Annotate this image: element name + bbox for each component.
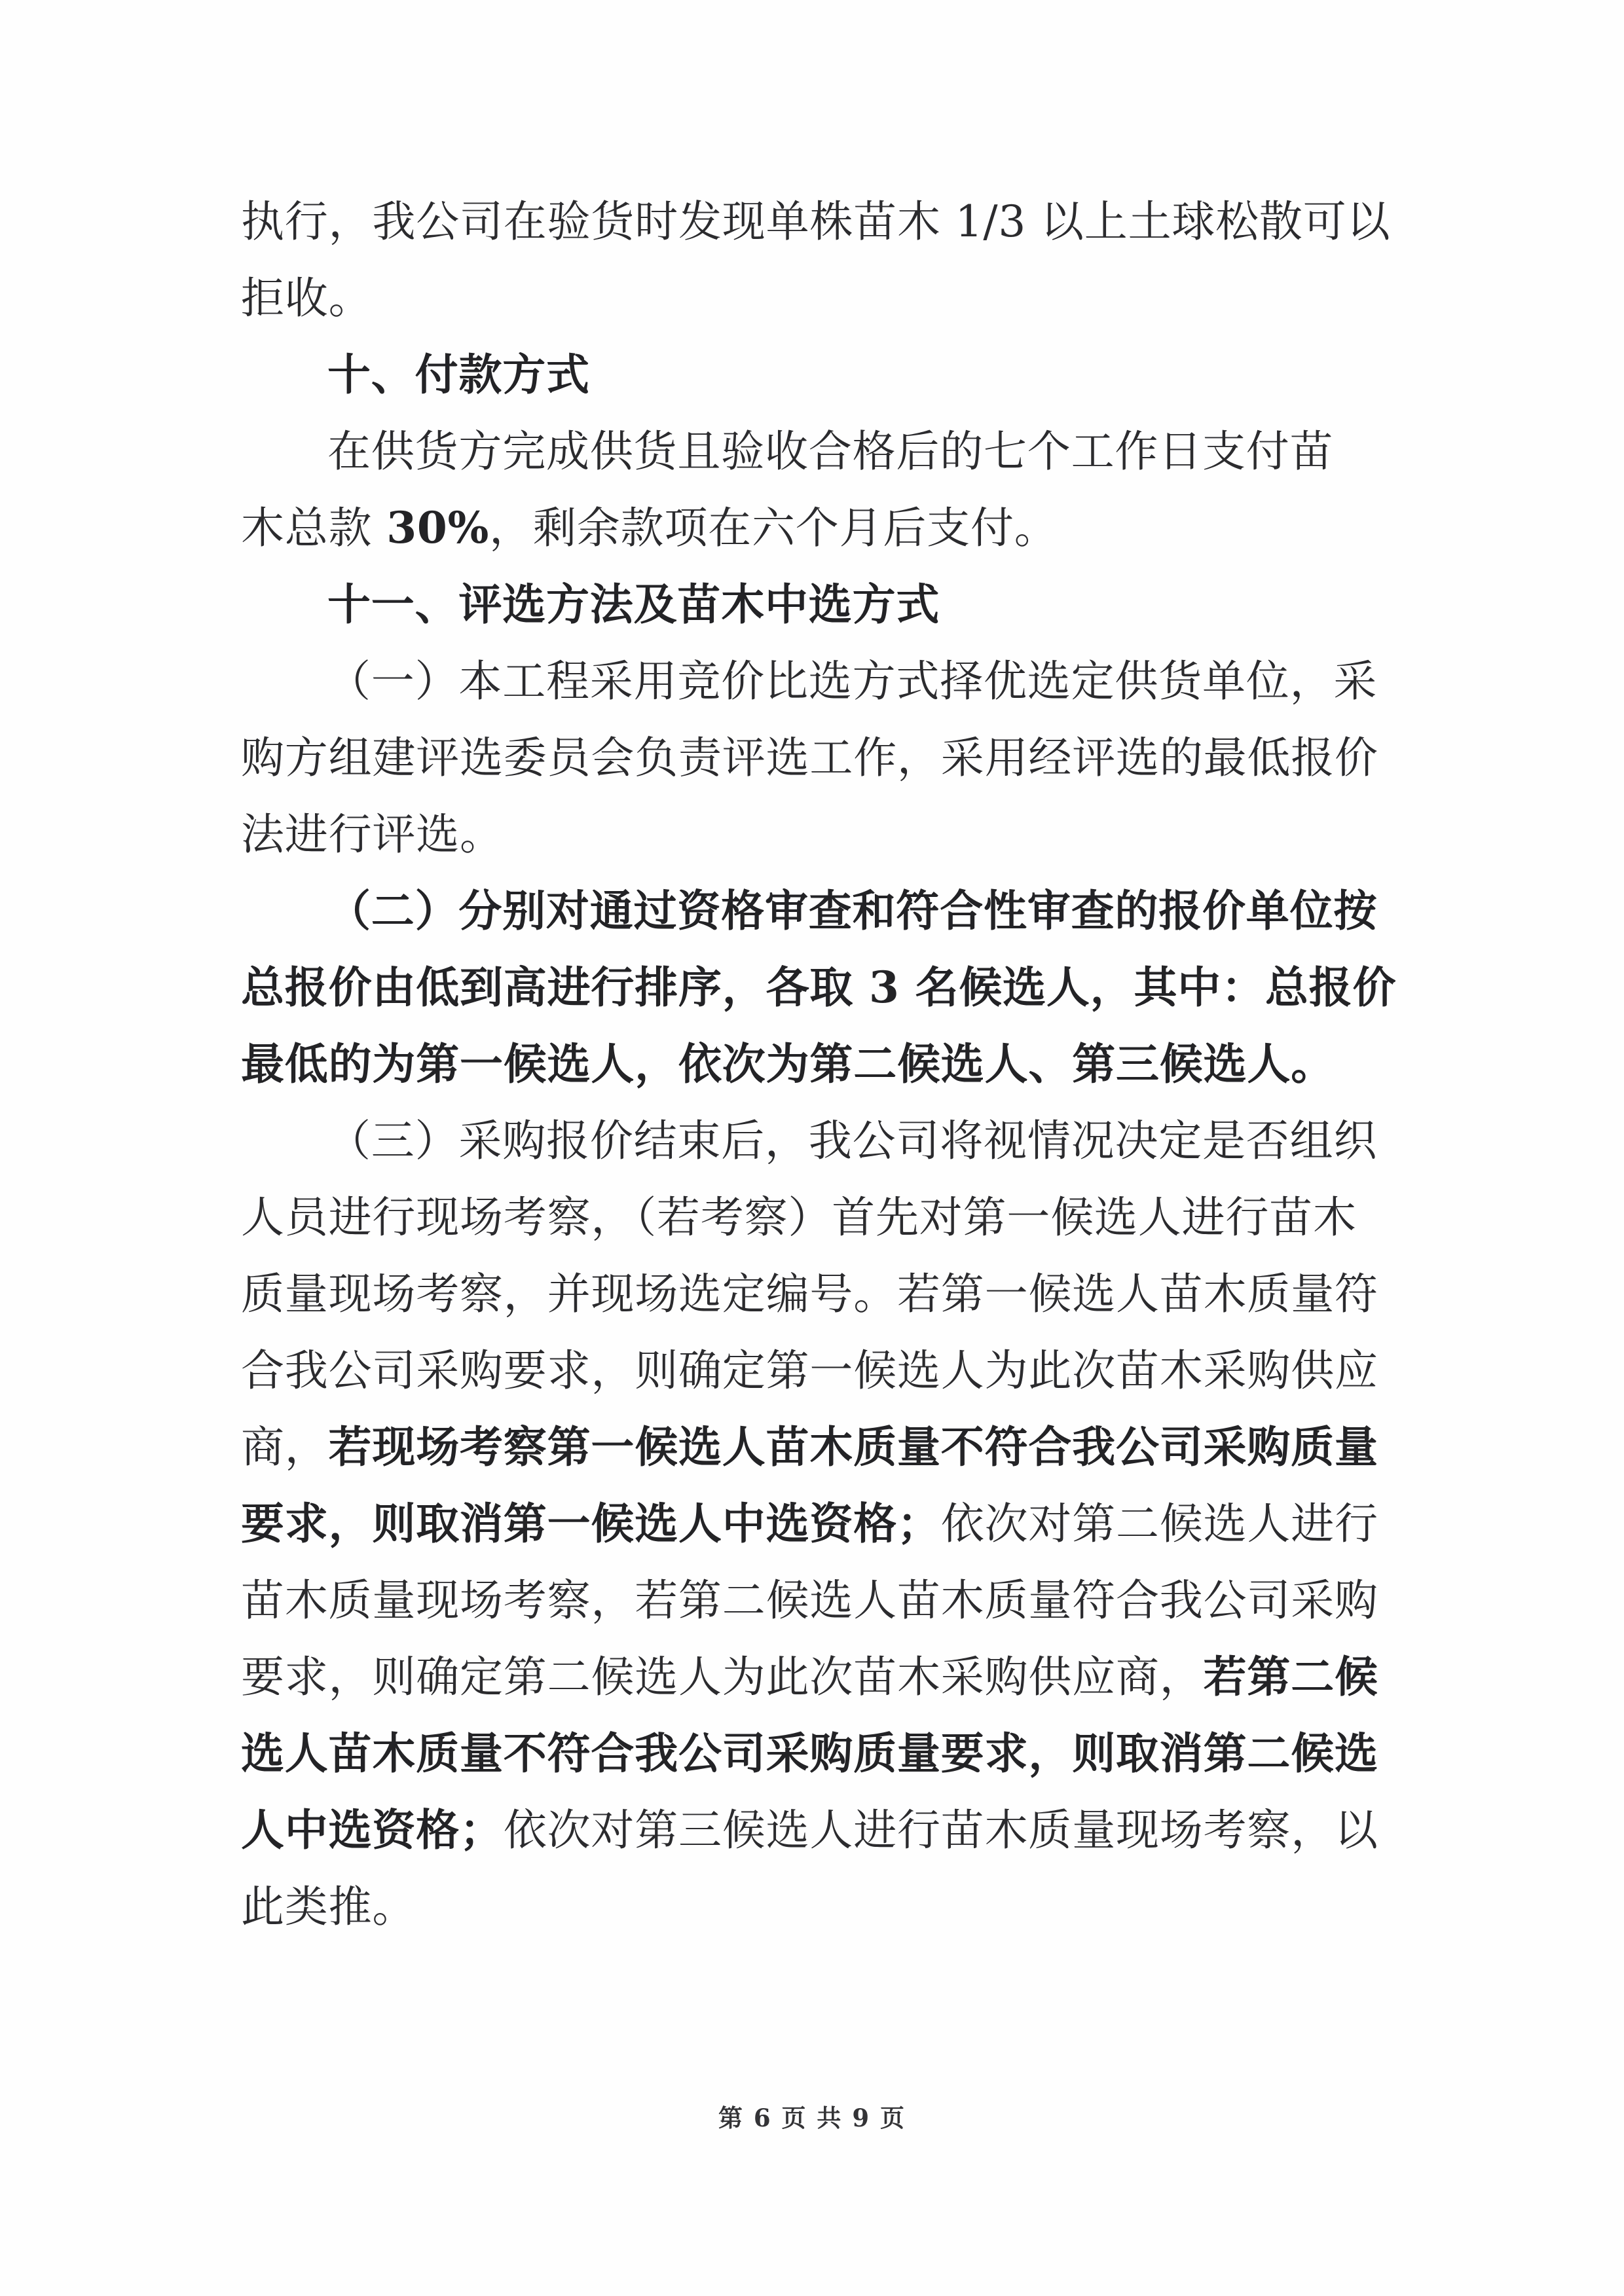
text-line [241, 1485, 1380, 1562]
text-line [241, 1409, 1380, 1485]
text-line [241, 413, 1380, 490]
text-line [241, 949, 1397, 1026]
text-segment: 若第二候 [1203, 1651, 1378, 1702]
page-footer: 第 6 页 共 9 页 [718, 2104, 906, 2132]
text-line [241, 796, 1380, 873]
text-line [241, 1256, 1380, 1332]
text-line [241, 490, 1380, 566]
text-segment: 30% [386, 502, 490, 553]
document-body [241, 183, 1397, 1945]
text-segment: 在供货方完成供货且验收合格后的七个工作日支付苗 [327, 426, 1334, 477]
text-segment: 选人苗木质量不符合我公司采购质量要求，则取消第二候选 [241, 1728, 1378, 1779]
text-segment: 木总款 [241, 503, 387, 553]
text-line [241, 1179, 1380, 1256]
text-line [241, 183, 1391, 260]
text-line [241, 1639, 1380, 1715]
text-line [241, 1868, 1380, 1945]
text-segment: 若现场考察第一候选人苗木质量不符合我公司采购质量 [328, 1421, 1378, 1472]
text-segment: 依次对第二候选人进行 [940, 1499, 1378, 1549]
text-segment: （一）本工程采用竞价比选方式择优选定供货单位，采 [327, 656, 1378, 706]
text-segment: ，剩余款项在六个月后支付。 [489, 503, 1058, 553]
text-segment: 商， [241, 1422, 329, 1472]
text-line [241, 1562, 1380, 1639]
text-line [241, 1332, 1380, 1409]
text-segment: 要求，则确定第二候选人为此次苗木采购供应商， [241, 1652, 1204, 1702]
text-segment: 拒收。 [241, 273, 373, 323]
text-segment: （三）采购报价结束后，我公司将视情况决定是否组织 [327, 1116, 1378, 1166]
text-line [241, 643, 1380, 720]
text-segment: 十、付款方式 [327, 349, 590, 400]
text-line [241, 873, 1380, 949]
text-segment: 执行，我公司在验货时发现单株苗木 1/3 以上土球松散可以 [241, 196, 1391, 247]
text-segment: 要求，则取消第一候选人中选资格； [241, 1498, 941, 1549]
text-segment: 此类推。 [241, 1882, 416, 1932]
text-line [241, 260, 1380, 337]
text-segment: 质量现场考察，并现场选定编号。若第一候选人苗木质量符 [241, 1269, 1378, 1319]
text-line [241, 1102, 1380, 1179]
text-segment: 人员进行现场考察，（若考察）首先对第一候选人进行苗木 [241, 1192, 1357, 1243]
text-segment: 最低的为第一候选人，依次为第二候选人、第三候选人。 [241, 1038, 1335, 1089]
text-line [241, 1026, 1380, 1102]
section-heading [241, 566, 1380, 643]
text-segment: 总报价由低到高进行排序，各取 3 名候选人，其中：总报价 [241, 962, 1397, 1013]
text-segment: 合我公司采购要求，则确定第一候选人为此次苗木采购供应 [241, 1345, 1378, 1396]
text-segment: 购方组建评选委员会负责评选工作，采用经评选的最低报价 [241, 733, 1378, 783]
text-segment: 苗木质量现场考察，若第二候选人苗木质量符合我公司采购 [241, 1575, 1378, 1626]
text-segment: 法进行评选。 [241, 809, 504, 860]
text-segment: 人中选资格； [241, 1804, 504, 1855]
section-heading [241, 337, 1380, 413]
text-segment: （二）分别对通过资格审查和符合性审查的报价单位按 [327, 885, 1378, 936]
text-line [241, 1715, 1380, 1792]
text-line [241, 1792, 1380, 1868]
text-segment: 依次对第三候选人进行苗木质量现场考察，以 [503, 1805, 1378, 1855]
text-line [241, 720, 1380, 796]
text-segment: 十一、评选方法及苗木中选方式 [327, 579, 940, 630]
